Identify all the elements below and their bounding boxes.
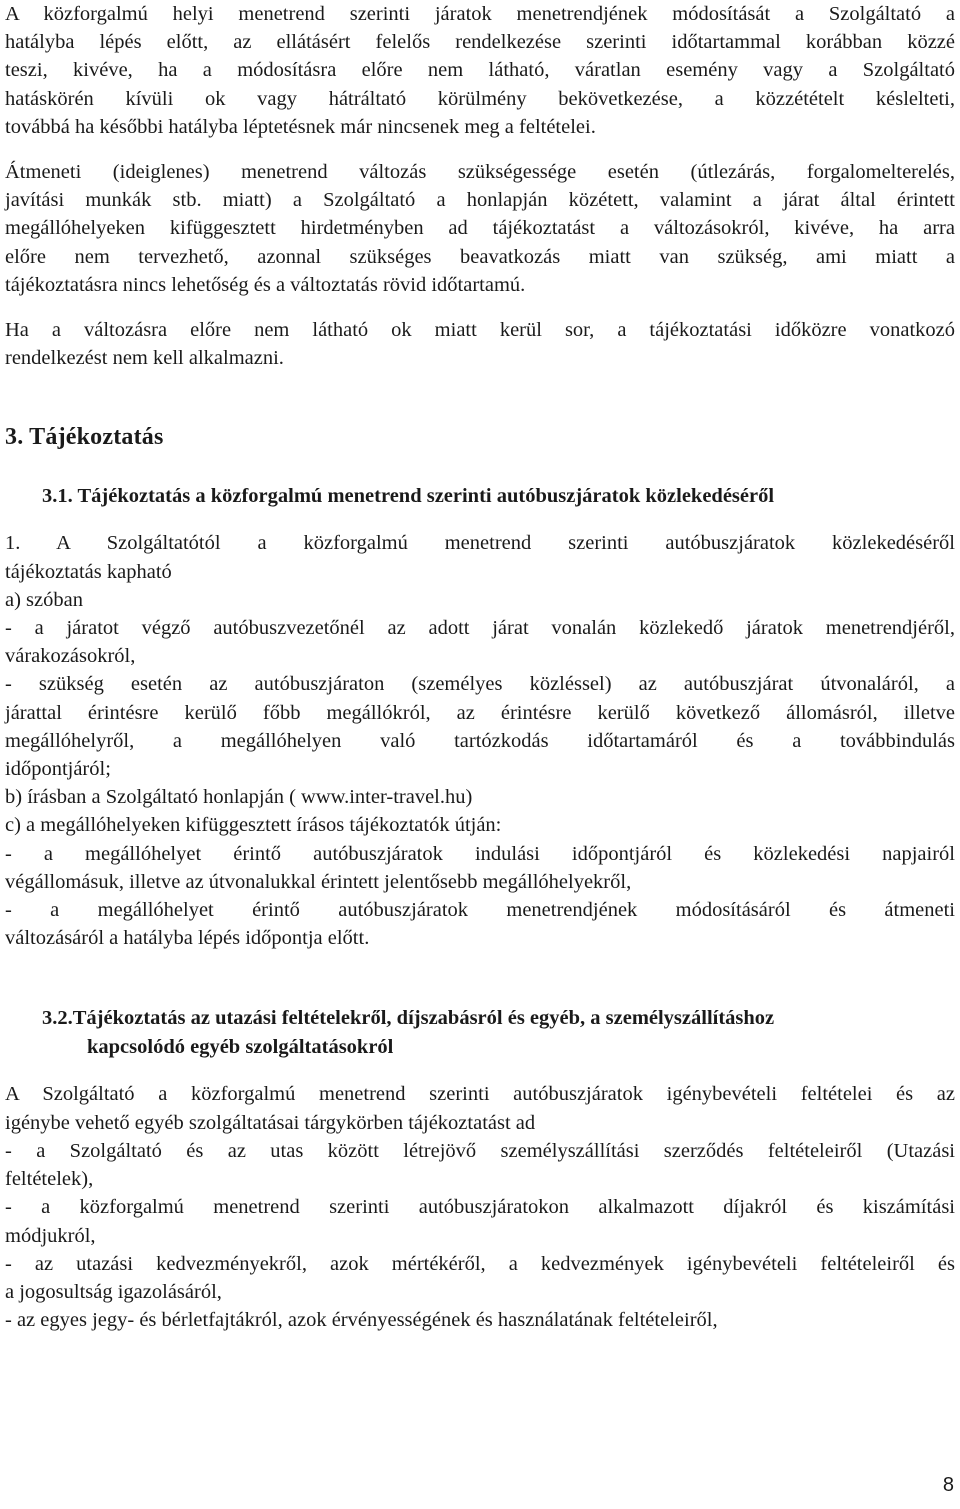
text-line: megállóhelyeken kifüggesztett hirdetményben ad tájékoztatást a változásokról, kivéve, ha arra [5, 217, 955, 240]
text-line: - a Szolgáltató és az utas között létrejövő személyszállítási szerződés feltételeiről (Utazási [5, 1139, 955, 1162]
paragraph-timetable-modification [5, 0, 955, 141]
text-line: - a megállóhelyet érintő autóbuszjáratok menetrendjének módosításáról és átmeneti [5, 899, 955, 922]
section-3-1-body [5, 529, 955, 952]
section-3-heading: 3. Tájékoztatás [5, 424, 164, 451]
text-line: - szükség esetén az autóbuszjáraton (személyes közléssel) az autóbuszjárat útvonaláról, a [5, 673, 955, 696]
text-line: a jogosultság igazolásáról, [5, 1280, 222, 1303]
text-line: Ha a változásra előre nem látható ok miatt kerül sor, a tájékoztatási időközre vonatkozó [5, 319, 955, 342]
text-line: - a járatot végző autóbuszvezetőnél az adott járat vonalán közlekedő járatok menetrendjéről, [5, 617, 955, 640]
text-line: - az egyes jegy- és bérletfajtákról, azok érvényességének és használatának feltételeiről, [5, 1309, 718, 1332]
text-line: tájékoztatás kapható [5, 560, 172, 583]
page-number: 8 [942, 1474, 954, 1496]
text-line: hatáskörén kívüli ok vagy hátráltató körülmény bekövetkezése, a közzétételt késlelteti, [5, 87, 955, 110]
text-line: c) a megállóhelyeken kifüggesztett írásos tájékoztatók útján: [5, 814, 502, 837]
text-line: teszi, kivéve, ha a módosításra előre nem látható, váratlan esemény vagy a Szolgáltató [5, 59, 955, 82]
text-line: várakozásokról, [5, 645, 136, 668]
text-line: - a közforgalmú menetrend szerinti autóbuszjáratokon alkalmazott díjakról és kiszámítási [5, 1196, 955, 1219]
text-line: javítási munkák stb. miatt) a Szolgáltató a honlapján közétett, valamint a járat által érintett [5, 189, 955, 212]
text-line: A Szolgáltató a közforgalmú menetrend szerinti autóbuszjáratok igénybevételi feltételei és az [5, 1083, 955, 1106]
text-line: végállomásuk, illetve az útvonalukkal érintett jelentősebb megállóhelyekről, [5, 870, 632, 893]
section-3-2-heading-line2: kapcsolódó egyéb szolgáltatásokról [87, 1036, 394, 1059]
text-line: 1. A Szolgáltatótól a közforgalmú menetrend szerinti autóbuszjáratok közlekedéséről [5, 532, 955, 555]
text-line: időpontjáról; [5, 758, 111, 781]
text-line: tájékoztatásra nincs lehetőség és a változtatás rövid időtartamú. [5, 273, 526, 296]
text-line: - a megállóhelyet érintő autóbuszjáratok indulási időpontjáról és közlekedési napjairól [5, 842, 955, 865]
text-line: a) szóban [5, 588, 83, 611]
text-line: megállóhelyről, a megállóhelyen való tartózkodás időtartamáról és a továbbindulás [5, 729, 955, 752]
text-line: hatályba lépés előtt, az ellátásért felelős rendelkezése szerinti időtartammal korábban közzé [5, 31, 955, 54]
paragraph-unforeseen-change [5, 316, 955, 372]
text-line: b) írásban a Szolgáltató honlapján ( www.inter-travel.hu) [5, 786, 473, 809]
section-3-2-heading-line1: 3.2.Tájékoztatás az utazási feltételekről, díjszabásról és egyéb, a személyszállításhoz [42, 1007, 775, 1030]
text-line: feltételek), [5, 1168, 94, 1191]
section-3-1-heading: 3.1. Tájékoztatás a közforgalmú menetrend szerinti autóbuszjáratok közlekedéséről [42, 485, 775, 508]
text-line: A közforgalmú helyi menetrend szerinti járatok menetrendjének módosítását a Szolgáltató a [5, 3, 955, 25]
text-line: továbbá ha későbbi hatályba léptetésnek már nincsenek meg a feltételei. [5, 115, 596, 138]
text-line: előre nem tervezhető, azonnal szükséges beavatkozás miatt van szükség, ami miatt a [5, 245, 955, 268]
text-line: változásáról a hatályba lépés időpontja előtt. [5, 927, 370, 950]
section-3-2-body [5, 1080, 955, 1334]
text-line: Átmeneti (ideiglenes) menetrend változás szükségessége esetén (útlezárás, forgalomelterelés, [5, 161, 955, 184]
text-line: járattal érintésre kerülő főbb megállókról, az érintésre kerülő következő állomásról, illetve [5, 701, 955, 724]
paragraph-temporary-timetable [5, 158, 955, 299]
text-line: rendelkezést nem kell alkalmazni. [5, 347, 284, 370]
text-line: - az utazási kedvezményekről, azok mértékéről, a kedvezmények igénybevételi feltételeiről és [5, 1252, 955, 1275]
document-page [5, 0, 955, 1334]
text-line: igénybe vehető egyéb szolgáltatásai tárgykörben tájékoztatást ad [5, 1111, 536, 1134]
text-line: módjukról, [5, 1224, 96, 1247]
